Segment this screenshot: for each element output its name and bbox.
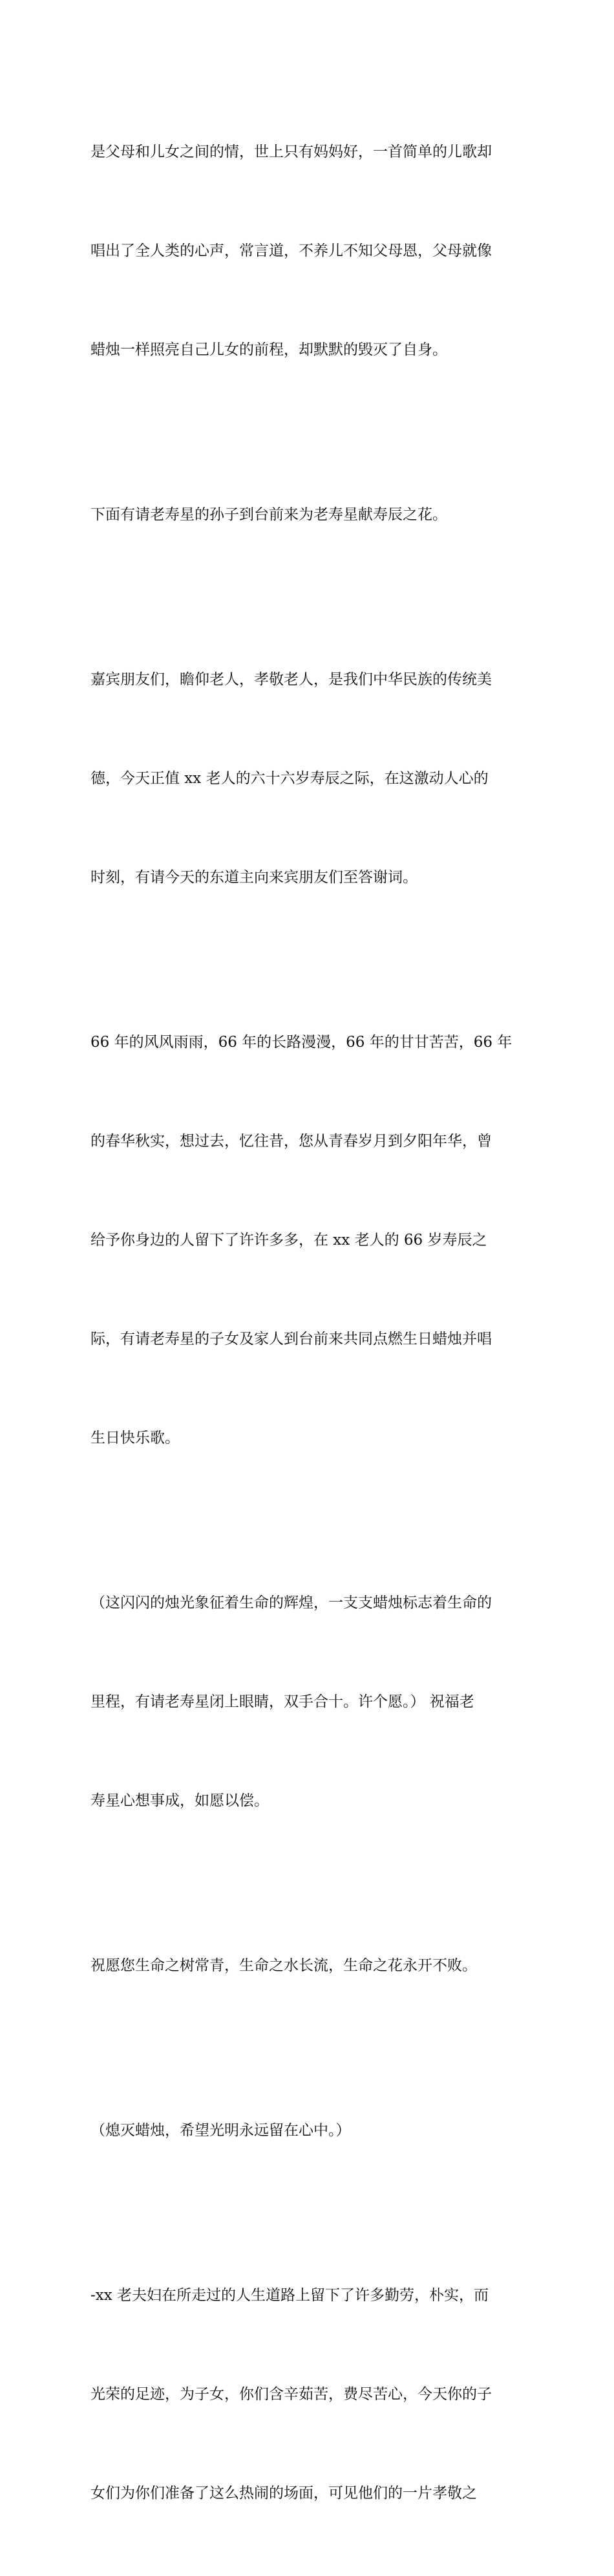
paragraph-parent-love <box>90 70 530 433</box>
text-line: （熄灭蜡烛，希望光明永远留在心中。） <box>90 2122 351 2139</box>
text-line: 的春华秋实，想过去，忆往昔，您从青春岁月到夕阳年华，曾 <box>90 1133 492 1150</box>
text-line: 唱出了全人类的心声，常言道，不养儿不知父母恩，父母就像 <box>90 242 492 259</box>
text-line: -xx 老夫妇在所走过的人生道路上留下了许多勤劳，朴实，而 <box>90 2287 489 2304</box>
text-line: （这闪闪的烛光象征着生命的辉煌，一支支蜡烛标志着生命的 <box>90 1594 492 1611</box>
text-line: 是父母和儿女之间的情，世上只有妈妈好，一首简单的儿歌却 <box>90 144 492 160</box>
text-line: 给予你身边的人留下了许许多多，在 xx 老人的 66 岁寿辰之 <box>90 1232 487 1249</box>
paragraph-66-years <box>90 960 530 1521</box>
text-line: 际，有请老寿星的子女及家人到台前来共同点燃生日蜡烛并唱 <box>90 1331 492 1347</box>
paragraph-blow-candles <box>90 2048 530 2213</box>
text-line: 女们为你们准备了这么热闹的场面，可见他们的一片孝敬之 <box>90 2485 477 2502</box>
text-line: 下面有请老寿星的孙子到台前来为老寿星献寿辰之花。 <box>90 506 447 523</box>
paragraph-elder-couple <box>90 2213 530 2576</box>
paragraph-grandson-flowers <box>90 433 530 597</box>
text-line: 德，今天正值 xx 老人的六十六岁寿辰之际，在这激动人心的 <box>90 770 489 787</box>
text-line: 光荣的足迹，为子女，你们含辛茹苦，费尽苦心，今天你的子 <box>90 2386 492 2403</box>
text-line: 寿星心想事成，如愿以偿。 <box>90 1792 269 1809</box>
document-body <box>90 70 530 2576</box>
text-line: 时刻，有请今天的东道主向来宾朋友们至答谢词。 <box>90 869 418 886</box>
text-line: 蜡烛一样照亮自己儿女的前程，却默默的毁灭了自身。 <box>90 341 447 358</box>
paragraph-thank-you-speech <box>90 597 530 960</box>
paragraph-candle-wish <box>90 1521 530 1884</box>
text-line: 生日快乐歌。 <box>90 1430 180 1446</box>
text-line: 嘉宾朋友们，瞻仰老人，孝敬老人，是我们中华民族的传统美 <box>90 671 492 688</box>
paragraph-blessing <box>90 1884 530 2048</box>
text-line: 66 年的风风雨雨，66 年的长路漫漫，66 年的甘甘苦苦，66 年 <box>90 1034 513 1051</box>
text-line: 祝愿您生命之树常青，生命之水长流，生命之花永开不败。 <box>90 1957 477 1974</box>
text-line: 里程，有请老寿星闭上眼睛，双手合十。许个愿。） 祝福老 <box>90 1693 474 1710</box>
